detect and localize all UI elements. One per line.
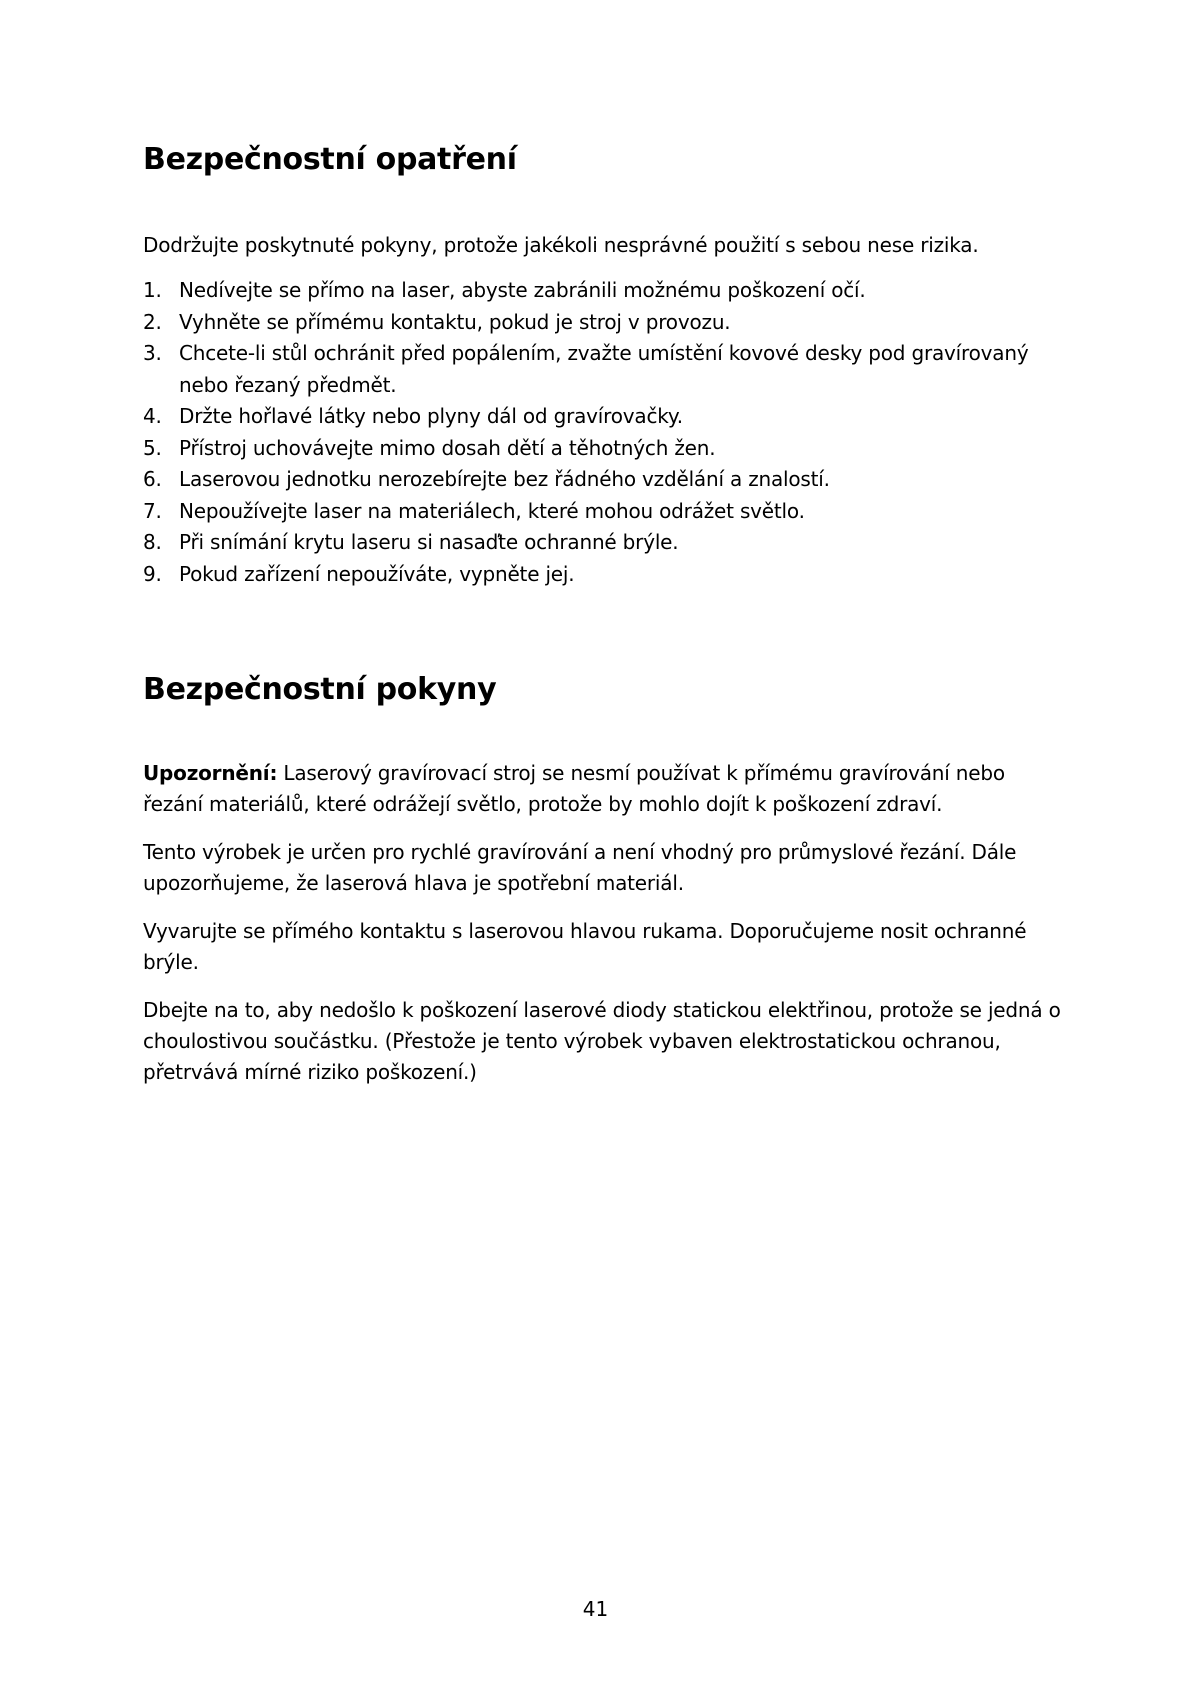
precautions-list (143, 275, 1063, 590)
notice-label: Upozornění: (143, 761, 278, 785)
section-title-safety-instructions: Bezpečnostní pokyny (143, 672, 497, 707)
body-paragraph: Dbejte na to, aby nedošlo k poškození laserové diody statickou elektřinou, protože se jedná o choulostivou součástku. (Přestože je tento výrobek vybaven elektrostatickou ochranou, přetrvává mírné riziko poškození.) (143, 998, 1061, 1084)
list-item-text: Přístroj uchovávejte mimo dosah dětí a těhotných žen. (179, 435, 716, 460)
list-item (143, 307, 1063, 339)
body-paragraph: Tento výrobek je určen pro rychlé gravírování a není vhodný pro průmyslové řezání. Dále upozorňujeme, že laserová hlava je spotřební materiál. (143, 840, 1017, 895)
body-paragraph: Vyvarujte se přímého kontaktu s laserovou hlavou rukama. Doporučujeme nosit ochranné brýle. (143, 919, 1027, 974)
list-item (143, 527, 1063, 559)
list-item (143, 559, 1063, 591)
intro-paragraph: Dodržujte poskytnuté pokyny, protože jakékoli nesprávné použití s sebou nese rizika. (143, 233, 979, 257)
section-title-safety-precautions: Bezpečnostní opatření (143, 142, 517, 177)
list-item (143, 275, 1063, 307)
list-item-text: Chcete-li stůl ochránit před popálením, zvažte umístění kovové desky pod gravírovaný nebo řezaný předmět. (179, 341, 1029, 397)
list-item-text: Laserovou jednotku nerozebírejte bez řádného vzdělání a znalostí. (179, 467, 830, 491)
list-item-text: Držte hořlavé látky nebo plyny dál od gravírovačky. (179, 404, 683, 428)
list-item-text: Při snímání krytu laseru si nasaďte ochranné brýle. (179, 530, 679, 554)
page-content (143, 140, 1063, 1088)
list-item-number: 1. (143, 278, 162, 302)
page-number: 41 (582, 1597, 609, 1621)
list-item-number: 7. (143, 498, 162, 523)
notice-text: Laserový gravírovací stroj se nesmí používat k přímému gravírování nebo řezání materiálů, které odrážejí světlo, protože by mohlo dojít k poškození zdraví. (143, 761, 1005, 816)
list-item (143, 401, 1063, 433)
list-item-number: 8. (143, 530, 162, 554)
list-item-text: Vyhněte se přímému kontaktu, pokud je stroj v provozu. (179, 309, 731, 334)
list-item-number: 4. (143, 404, 162, 428)
list-item (143, 464, 1063, 496)
list-item-number: 2. (143, 309, 162, 334)
list-item-text: Pokud zařízení nepoužíváte, vypněte jej. (179, 561, 575, 586)
notice-paragraph (143, 758, 1063, 820)
list-item-text: Nedívejte se přímo na laser, abyste zabránili možnému poškození očí. (179, 278, 866, 302)
list-item (143, 496, 1063, 528)
list-item (143, 338, 1063, 401)
list-item-number: 9. (143, 561, 162, 586)
list-item-number: 6. (143, 467, 162, 491)
list-item (143, 433, 1063, 465)
list-item-number: 3. (143, 341, 162, 365)
list-item-number: 5. (143, 435, 162, 460)
list-item-text: Nepoužívejte laser na materiálech, které mohou odrážet světlo. (179, 498, 805, 523)
